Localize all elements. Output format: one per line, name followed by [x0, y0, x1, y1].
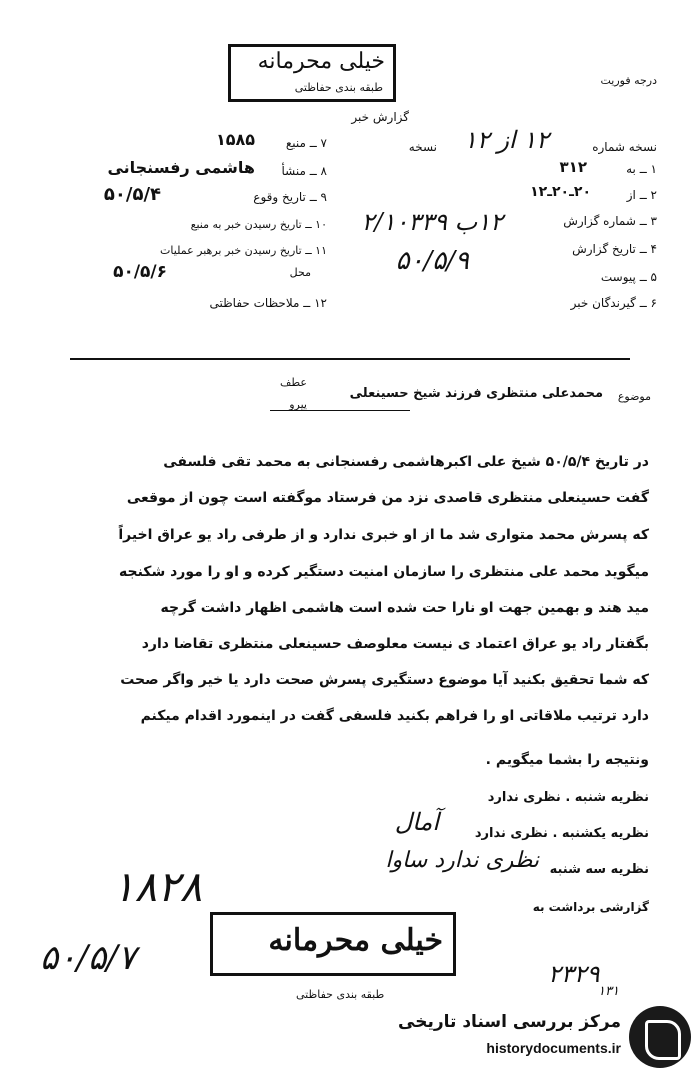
body-line: ونتیجه را بشما میگویم . — [485, 752, 649, 768]
copy-suffix: نسخه — [408, 140, 437, 154]
header-divider — [70, 358, 630, 360]
subject-label: موضوع — [617, 390, 651, 403]
body-line: که شما تحقیق بکنید آیا موضوع دستگیری پسرش صحت دارد یا خیر واگر صحت — [120, 672, 649, 688]
body-line: میگوید محمد علی منتظری را سازمان امنیت دستگیر کرده و او را مورد شکنجه — [119, 564, 649, 580]
copy-number-handwritten: ۱۲ از ۱۲ — [463, 126, 549, 154]
note-tuesday-handwritten: نظری ندارد ساوا — [385, 848, 539, 873]
field-place-value: ۵۰/۵/۶ — [113, 262, 167, 282]
subject-ref-below: پیرو — [289, 398, 307, 411]
handwritten-code: ۲۳۲۹ — [548, 960, 600, 988]
field-event-date-value: ۵۰/۵/۴ — [103, 184, 161, 205]
classification-stamp-bottom — [210, 912, 456, 976]
field-place-label: محل — [289, 266, 311, 279]
note-sunday-signature: آمال — [394, 808, 439, 836]
watermark-title: مرکز بررسی اسناد تاریخی — [398, 1012, 621, 1032]
field-event-date-label: ۹ ــ تاریخ وقوع — [253, 190, 327, 204]
body-line: در تاریخ ۵۰/۵/۴ شیخ علی اکبرهاشمی رفسنجانی به محمد تقی فلسفی — [163, 454, 649, 470]
field-origin-value: هاشمی رفسنجانی — [107, 158, 255, 177]
copy-number-label: نسخه شماره — [592, 140, 657, 154]
handwritten-tag: ۱۳۱ — [598, 984, 619, 999]
subject-ref-above: عطف — [280, 376, 307, 389]
watermark-url: historydocuments.ir — [486, 1040, 621, 1056]
field-attachment-label: ۵ ــ پیوست — [600, 270, 657, 284]
field-source-value: ۱۵۸۵ — [215, 130, 255, 149]
field-to-label: ۱ ــ به — [626, 162, 657, 176]
handwritten-number: ۱۸۲۸ — [112, 862, 203, 911]
stamp-title: خیلی محرمانه — [257, 49, 385, 74]
field-report-number-value: ۱۲ب ۲/۱۰۳۳۹ — [361, 208, 503, 236]
subject-text: محمدعلی منتظری فرزند شیخ حسینعلی — [349, 386, 603, 401]
field-recipients-label: ۶ ــ گیرندگان خبر — [570, 296, 657, 310]
stamp-subtitle: طبقه بندی حفاظتی — [294, 81, 383, 94]
priority-label: درجه فوریت — [600, 74, 657, 87]
field-report-number-label: ۳ ــ شماره گزارش — [563, 214, 657, 228]
field-report-date-label: ۴ ــ تاریخ گزارش — [572, 242, 657, 256]
field-arrival-source-label: ۱۰ ــ تاریخ رسیدن خبر به منبع — [190, 218, 327, 231]
body-line: مید هند و بهمین جهت او نارا حت شده است هاشمی اظهار داشت گرچه — [160, 600, 649, 616]
field-source-label: ۷ ــ منبع — [285, 136, 327, 150]
body-line: بگفتار راد یو عراق اعتماد ی نیست معلوصف حسینعلی منتظری تقاضا دارد — [141, 636, 649, 652]
field-security-notes-label: ۱۲ ــ ملاحظات حفاظتی — [209, 296, 327, 310]
field-origin-label: ۸ ــ منشأ — [281, 164, 327, 178]
body-line: که پسرش محمد متواری شد ما از او خبری ندارد و از طرفی راد یو عراق اخیراً — [118, 527, 649, 543]
stamp-bottom-subtitle: طبقه بندی حفاظتی — [296, 988, 385, 1001]
note-saturday: نظریه شنبه . نظری ندارد — [487, 790, 649, 805]
subject-underline — [270, 410, 410, 411]
field-from-label: ۲ ــ از — [626, 188, 657, 202]
body-line: گفت حسینعلی منتظری قاصدی نزد من فرستاد موگفته است چون از موقعی — [126, 490, 649, 506]
field-to-value: ۳۱۲ — [559, 158, 587, 176]
archive-logo-icon — [629, 1006, 691, 1068]
field-from-value: ۲۰ـ۲۰ـ۱۲ — [530, 184, 591, 200]
note-report-taken: گزارشی برداشت به — [532, 900, 649, 914]
stamp-title: خیلی محرمانه — [268, 923, 443, 958]
field-arrival-leader-label: ۱۱ ــ تاریخ رسیدن خبر برهبر عملیات — [160, 244, 327, 257]
field-report-date-value: ۵۰/۵/۹ — [395, 246, 469, 276]
note-sunday: نظریه یکشنبه . نظری ندارد — [474, 826, 649, 841]
handwritten-date: ۵۰/۵/۷ — [40, 938, 136, 978]
report-title: گزارش خبر — [351, 110, 409, 124]
note-tuesday: نظریه سه شنبه — [549, 862, 649, 877]
classification-stamp-top — [228, 44, 396, 102]
body-line: دارد ترتیب ملاقاتی او را فراهم بکنید فلسفی گفت در اینمورد اقدام میکنم — [140, 708, 649, 724]
